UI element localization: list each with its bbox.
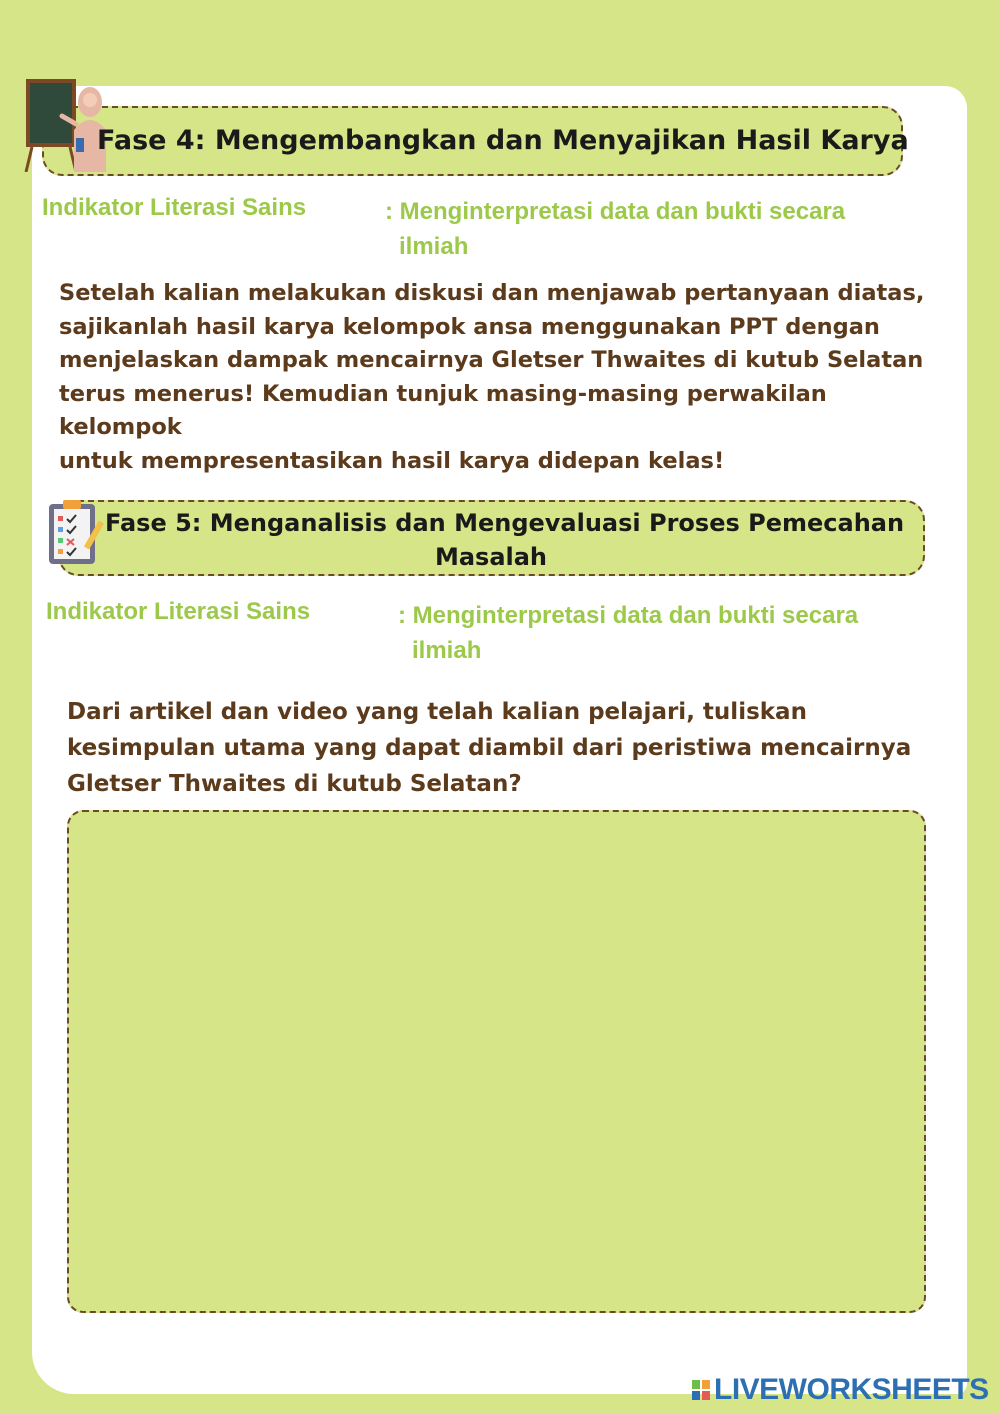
phase5-question <box>67 694 957 802</box>
phase5-title-line1: Fase 5: Menganalisis dan Mengevaluasi Proses Pemecahan <box>105 509 905 537</box>
phase5-title-line2: Masalah <box>434 543 548 571</box>
phase4-indicator-label: Indikator Literasi Sains <box>42 194 307 221</box>
answer-text-area[interactable] <box>67 810 926 1313</box>
phase4-instructions-line: menjelaskan dampak mencairnya Gletser Thwaites di kutub Selatan <box>59 347 924 373</box>
phase5-question-line: Gletser Thwaites di kutub Selatan? <box>67 771 522 797</box>
phase5-indicator-value-line1: : Menginterpretasi data dan bukti secara <box>398 602 859 629</box>
phase4-indicator-value-line2: ilmiah <box>399 233 469 260</box>
phase4-instructions-line: untuk mempresentasikan hasil karya didepan kelas! <box>59 447 725 474</box>
phase5-indicator-value-line2: ilmiah <box>412 637 482 664</box>
phase5-question-line: kesimpulan utama yang dapat diambil dari peristiwa mencairnya <box>67 735 912 761</box>
phase4-instructions-line: Setelah kalian melakukan diskusi dan menjawab pertanyaan diatas, <box>59 280 925 306</box>
liveworksheets-logo-text: LIVEWORKSHEETS <box>714 1373 989 1406</box>
phase4-instructions-line: sajikanlah hasil karya kelompok ansa menggunakan PPT dengan <box>59 313 880 340</box>
phase4-indicator-value-line1: : Menginterpretasi data dan bukti secara <box>385 198 846 225</box>
phase5-question-line: Dari artikel dan video yang telah kalian pelajari, tuliskan <box>67 699 807 725</box>
checklist-clipboard-icon <box>47 498 105 568</box>
liveworksheets-logo <box>692 1372 989 1408</box>
phase5-indicator-label: Indikator Literasi Sains <box>46 598 311 625</box>
phase4-instructions-line: terus menerus! Kemudian tunjuk masing-masing perwakilan kelompok <box>59 380 827 440</box>
phase4-instructions <box>59 277 939 478</box>
liveworksheets-mark-icon <box>692 1380 710 1400</box>
phase4-title: Fase 4: Mengembangkan dan Menyajikan Hasil Karya <box>97 125 909 156</box>
